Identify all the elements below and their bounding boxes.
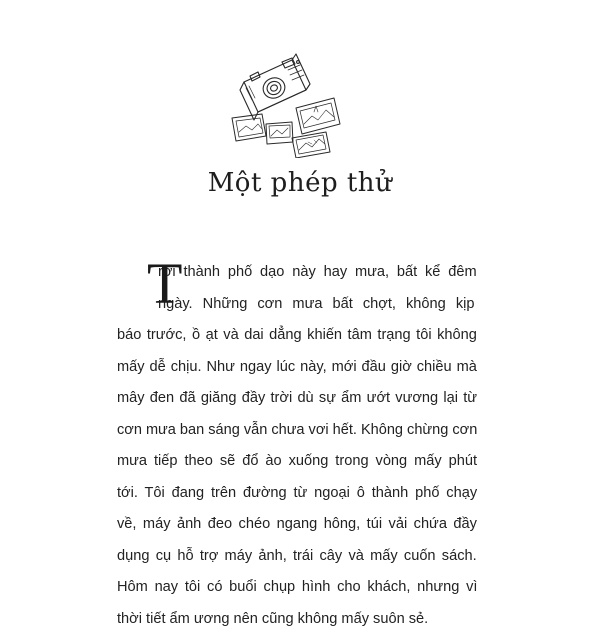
text-line-content: tới. Tôi đang trên đường từ ngoại ô thành phố chạy — [117, 478, 477, 510]
text-line — [117, 478, 477, 510]
text-line — [117, 572, 477, 604]
drop-cap: T — [147, 255, 182, 313]
text-line-content: mấy dễ chịu. Như ngay lúc này, mới đầu giờ chiều mà — [117, 352, 477, 384]
chapter-body-text — [117, 257, 477, 635]
text-line-content: dụng cụ hỗ trợ máy ảnh, trái cây và mấy cuốn sách. — [117, 541, 477, 573]
text-line-content: mưa tiếp theo sẽ đổ ào xuống trong vòng mấy phút — [117, 446, 477, 478]
text-line-content: về, máy ảnh đeo chéo ngang hông, túi vải chứa đầy — [117, 509, 477, 541]
text-line-content: thời tiết ẩm ương nên cũng không mấy suôn sẻ. — [117, 604, 428, 635]
text-line — [117, 509, 477, 541]
text-line-content: mây đen đã giăng đầy trời dù sự ẩm ướt vương lại từ — [117, 383, 477, 415]
text-line — [117, 604, 477, 635]
camera-icon — [240, 54, 310, 120]
chapter-title: Một phép thử — [0, 168, 600, 198]
text-line — [117, 415, 477, 447]
text-line-content: rời thành phố dạo này hay mưa, bất kể đêm — [158, 257, 477, 289]
text-line — [117, 541, 477, 573]
text-line-content: ngày. Những cơn mưa bất chợt, không kịp — [158, 289, 474, 321]
text-line-content: báo trước, ồ ạt và dai dẳng khiến tâm trạng tôi không — [117, 320, 477, 352]
text-line — [117, 446, 477, 478]
text-line-content: Hôm nay tôi có buổi chụp hình cho khách, nhưng vì — [117, 572, 477, 604]
text-line — [117, 383, 477, 415]
camera-photos-illustration — [222, 40, 372, 158]
text-line — [117, 320, 477, 352]
text-line — [117, 352, 477, 384]
text-line-content: cơn mưa ban sáng vẫn chưa vơi hết. Không chừng cơn — [117, 415, 477, 447]
